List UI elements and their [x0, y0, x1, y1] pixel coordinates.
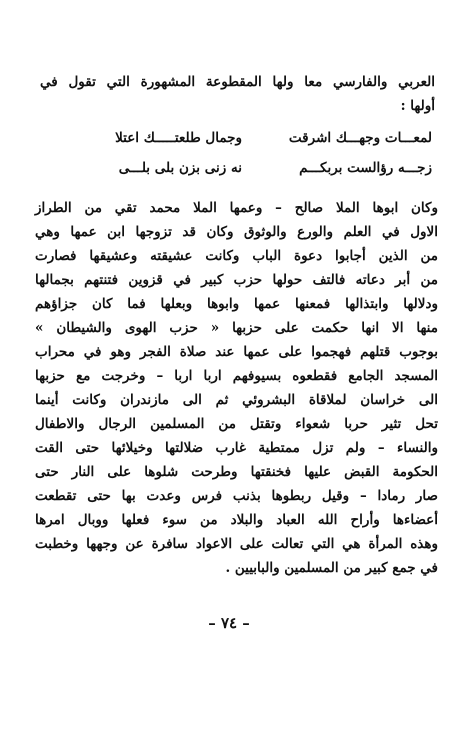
body-line-4: من أبر دعاته فالتف حولها حزب كبير في قزوين فتنتهم بجمالها — [35, 272, 438, 288]
body-line-5: ودلالها وابتذالها فمعنها عمها وابوها وبعلها فما كان جزاؤهم — [35, 296, 438, 312]
page-number: – ٧٤ – — [208, 614, 250, 632]
verse-2-second-hemistich: نه زنى بزن بلى بلـــى — [118, 160, 242, 176]
body-line-3: من الذين أجابوا دعوة الباب وكانت عشيقته وعشيقها فصارت — [35, 248, 438, 264]
body-line-2: الاول في العلم والورع والوثوق وكان قد تزوجها ابن عمها وهي — [35, 224, 438, 240]
verse-2-first-hemistich: زجـــه رؤالست بربكـــم — [299, 160, 432, 176]
verse-1-second-hemistich: وجمال طلعتـــــك اعتلا — [115, 130, 242, 146]
body-line-10: تحل تثير حربا شعواء وتقتل من المسلمين الرجال والاطفال — [35, 416, 438, 432]
body-line-12: الحكومة القبض عليها فخنقتها وطرحت شلوها على النار حتى — [35, 464, 438, 480]
body-line-13: صار رمادا – وقيل ربطوها بذنب فرس وعدت بها حتى تقطعت — [35, 488, 438, 504]
verse-1-first-hemistich: لمعـــات وجهـــك اشرقت — [288, 130, 432, 146]
body-line-15: وهذه المرأة هي التي تعالت على الاعواد سافرة عن وجهها وخطبت — [35, 536, 438, 552]
body-paragraph — [35, 196, 438, 580]
body-line-8: المسجد الجامع فقطعوه بسيوفهم اربا اربا – وخرجت مع حزبها — [35, 368, 438, 384]
body-line-14: أعضاءها وأراح الله العباد والبلاد من سوء فعلها ووبال امرها — [35, 512, 438, 528]
body-line-16: في جمع كبير من المسلمين والبابيين . — [225, 560, 438, 576]
body-line-9: الى خراسان لملاقاة البشروئي ثم الى مازندران وكانت أينما — [35, 392, 438, 408]
body-line-6: منها الا انها حكمت على حزبها « حزب الهوى والشيطان » — [35, 320, 438, 336]
intro-paragraph — [40, 70, 435, 118]
body-line-11: والنساء – ولم تزل ممتطية غارب ضلالتها وخيلائها حتى القت — [35, 440, 438, 456]
body-line-7: بوجوب قتلهم فهجموا على عمها عند صلاة الفجر وهو في محراب — [35, 344, 438, 360]
body-line-1: وكان ابوها الملا صالح – وعمها الملا محمد تقي من الطراز — [35, 200, 438, 216]
intro-line-2: أولها : — [400, 98, 435, 114]
intro-line-1: العربي والفارسي معا ولها المقطوعة المشهورة التي تقول في — [40, 74, 435, 90]
